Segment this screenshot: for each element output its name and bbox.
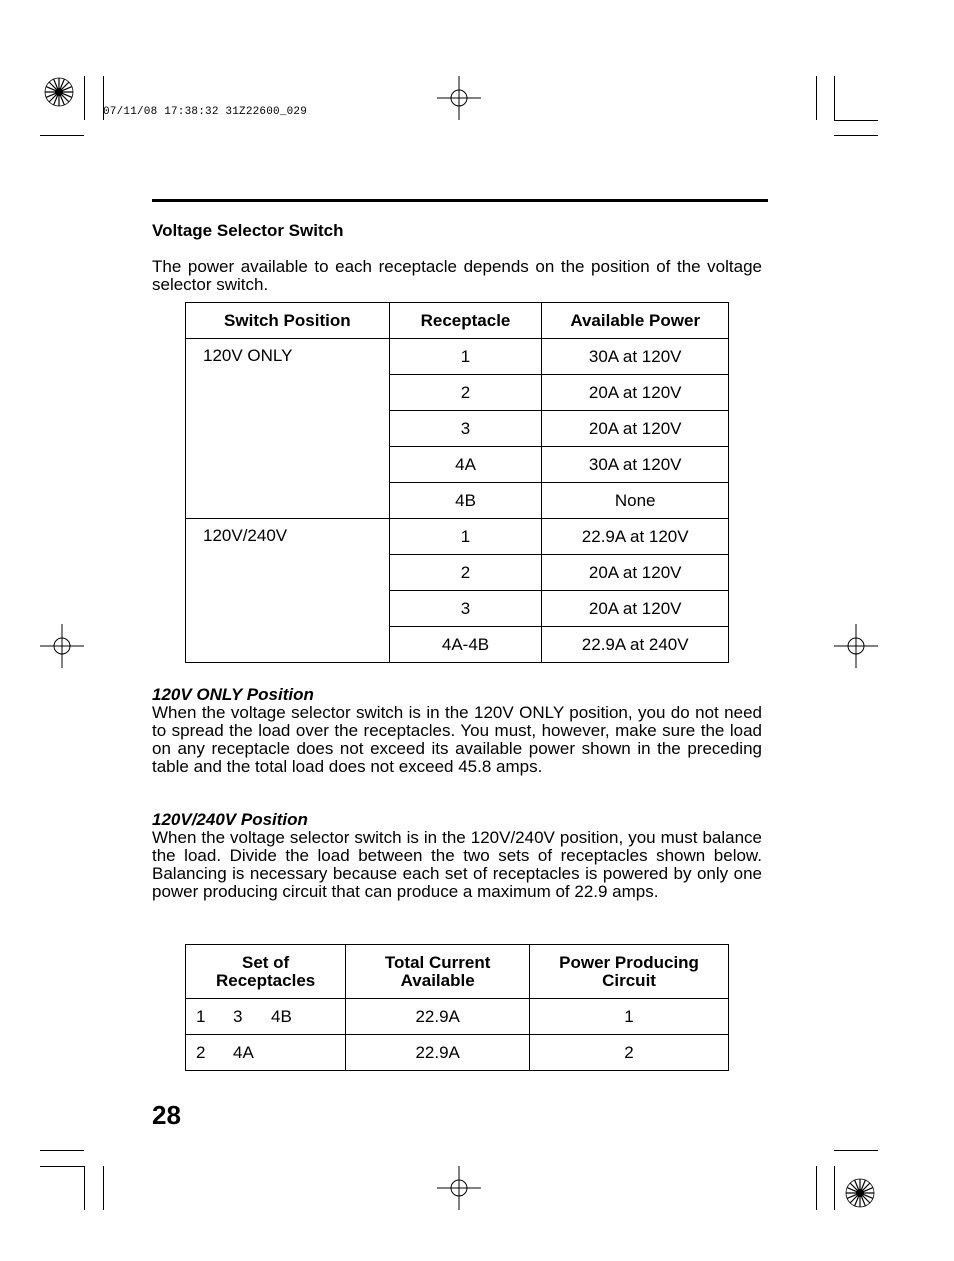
subsection-title-120v-only: 120V ONLY Position: [152, 685, 314, 704]
table-row: [186, 1035, 729, 1071]
table-header-row: [186, 303, 729, 339]
registration-target-icon: [834, 624, 878, 668]
receptacle-number: 2: [196, 1042, 206, 1062]
power-cell: 22.9A at 120V: [542, 519, 729, 555]
power-cell: 22.9A at 240V: [542, 627, 729, 663]
crop-mark: [84, 1166, 85, 1210]
receptacle-cell: 4A-4B: [389, 627, 542, 663]
table-header-cell: Total Current Available: [346, 945, 530, 999]
registration-target-icon: [40, 624, 84, 668]
power-cell: None: [542, 483, 729, 519]
intro-paragraph: The power available to each receptacle depends on the position of the voltage selector switch.: [152, 257, 762, 294]
power-cell: 20A at 120V: [542, 411, 729, 447]
receptacle-cell: 2: [389, 375, 542, 411]
receptacle-set-cell: [186, 999, 346, 1035]
power-cell: 30A at 120V: [542, 339, 729, 375]
page-number: 28: [152, 1100, 181, 1130]
table-row: [186, 339, 729, 375]
crop-mark: [834, 120, 878, 121]
paragraph-120v-only: When the voltage selector switch is in the 120V ONLY position, you do not need to spread the load over the receptacles. You must, however, make sure the load on any receptacle does not exceed its available power shown in the preceding table and the total load does not exceed 45.8 amps.: [152, 703, 762, 776]
receptacle-cell: 3: [389, 591, 542, 627]
table-header-cell: Switch Position: [186, 303, 390, 339]
receptacle-cell: 1: [389, 339, 542, 375]
receptacle-set-table: [185, 944, 729, 1071]
receptacle-number: 3: [233, 1006, 243, 1026]
table-header-cell: Power Producing Circuit: [530, 945, 729, 999]
table-header-row: [186, 945, 729, 999]
crop-mark: [834, 135, 878, 136]
crop-mark: [40, 1166, 84, 1167]
crop-mark: [816, 1166, 817, 1210]
current-cell: 22.9A: [346, 999, 530, 1035]
receptacle-number: 4A: [233, 1042, 254, 1062]
print-stamp: 07/11/08 17:38:32 31Z22600_029: [103, 106, 308, 118]
header-rule: [152, 199, 768, 202]
crop-mark: [40, 1150, 84, 1151]
starburst-mark-icon: [845, 1178, 875, 1208]
crop-mark: [816, 76, 817, 120]
registration-target-icon: [437, 76, 481, 120]
receptacle-set-cell: [186, 1035, 346, 1071]
table-header-cell: Available Power: [542, 303, 729, 339]
circuit-cell: 2: [530, 1035, 729, 1071]
table-header-cell: Receptacle: [389, 303, 542, 339]
receptacle-cell: 4B: [389, 483, 542, 519]
receptacle-cell: 2: [389, 555, 542, 591]
switch-position-table: [185, 302, 729, 663]
power-cell: 20A at 120V: [542, 555, 729, 591]
receptacle-cell: 1: [389, 519, 542, 555]
power-cell: 30A at 120V: [542, 447, 729, 483]
circuit-cell: 1: [530, 999, 729, 1035]
current-cell: 22.9A: [346, 1035, 530, 1071]
table-row: [186, 999, 729, 1035]
power-cell: 20A at 120V: [542, 591, 729, 627]
registration-target-icon: [437, 1166, 481, 1210]
receptacle-cell: 3: [389, 411, 542, 447]
table-row: [186, 519, 729, 555]
receptacle-number: 1: [196, 1006, 206, 1026]
crop-mark: [84, 76, 85, 120]
power-cell: 20A at 120V: [542, 375, 729, 411]
receptacle-number: 4B: [271, 1006, 292, 1026]
crop-mark: [834, 76, 835, 120]
starburst-mark-icon: [44, 77, 74, 107]
crop-mark: [40, 135, 84, 136]
switch-position-cell: 120V ONLY: [186, 339, 390, 519]
table-header-cell: Set of Receptacles: [186, 945, 346, 999]
subsection-title-120v-240v: 120V/240V Position: [152, 810, 308, 829]
crop-mark: [834, 1150, 878, 1151]
switch-position-cell: 120V/240V: [186, 519, 390, 663]
crop-mark: [834, 1166, 835, 1210]
receptacle-cell: 4A: [389, 447, 542, 483]
paragraph-120v-240v: When the voltage selector switch is in the 120V/240V position, you must balance the load. Divide the load between the two sets of receptacles shown below. Balancing is necessary because each set of receptacles is powered by only one power producing circuit that can produce a maximum of 22.9 amps.: [152, 828, 762, 901]
section-title: Voltage Selector Switch: [152, 221, 344, 240]
crop-mark: [103, 1166, 104, 1210]
